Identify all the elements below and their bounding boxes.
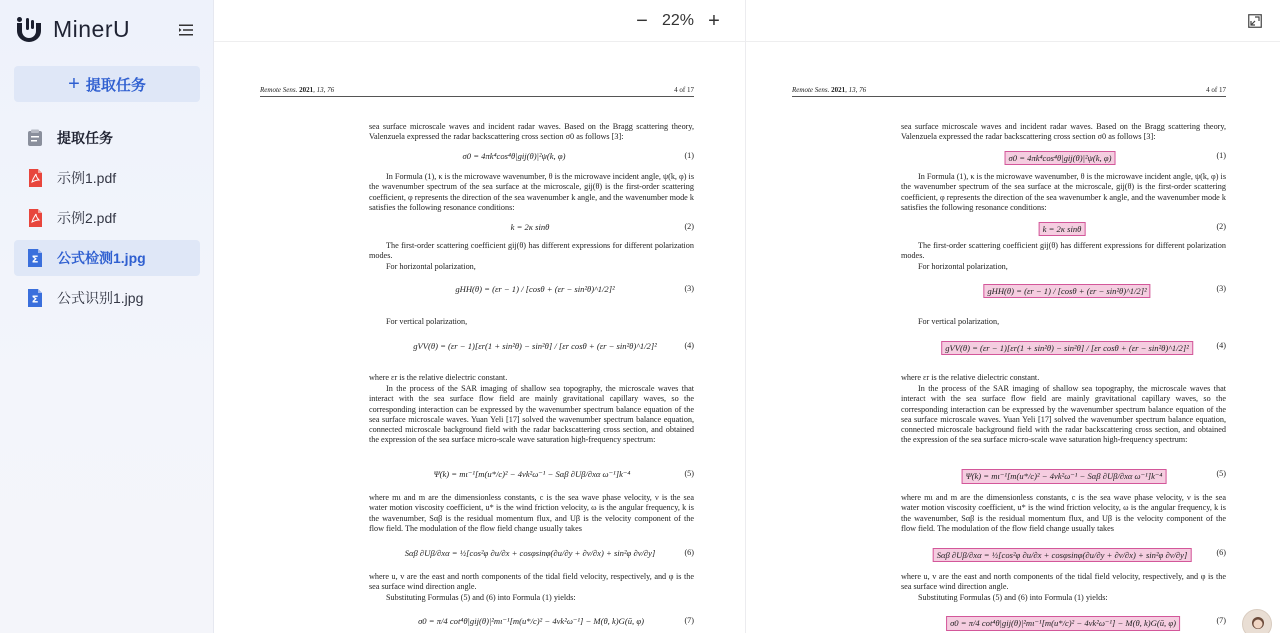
equation: k = 2κ sinθ: [510, 222, 550, 232]
zoom-in-button[interactable]: +: [708, 9, 720, 32]
equation-row: [369, 341, 694, 355]
equation-row: [369, 469, 694, 483]
detection-result-pane[interactable]: [746, 0, 1280, 633]
equation-row: [369, 284, 694, 298]
paragraph: sea surface microscale waves and incident radar waves. Based on the Bragg scattering theory, Valenzuela expressed the radar backscattering cross section σ0 as follows [3]:: [369, 122, 694, 142]
document-viewer: [214, 0, 1280, 633]
equation-number: (1): [1216, 151, 1226, 160]
equation-number: (4): [1216, 341, 1226, 350]
paragraph: where u, v are the east and north components of the tidal field velocity, respectively, and φ is the sea surface wind direction angle.: [901, 572, 1226, 592]
detected-formula-box[interactable]: σ0 = π/4 cot⁴θ|gij(θ)|²mι⁻¹[m(u*/c)² − 4νk²ω⁻¹] − M(θ, k)G(ū, φ): [946, 616, 1180, 631]
journal-volume: , 13, 76: [845, 86, 867, 94]
equation: σ0 = 4πk⁴cos⁴θ|gij(θ)|²ψ(k, φ): [462, 151, 566, 161]
sidebar: [0, 0, 214, 633]
journal-year: 2021: [831, 86, 846, 94]
journal-name: Remote Sens.: [792, 86, 830, 94]
journal-year: 2021: [299, 86, 314, 94]
paragraph: In the process of the SAR imaging of shallow sea topography, the microscale waves that interact with the sea surface flow field are mainly gravitational capillary waves, so the corresponding interaction can be expressed by the wavenumber spectrum balance equation of the sea surface microscale waves. Yuan Yeli [17] solved the wavenumber spectrum balance equation, connected microscale background field with the radar backscattering cross section, and obtained the expression of the sea surface micro-scale wave saturation high-frequency spectrum:: [369, 384, 694, 445]
detected-formula-box[interactable]: gVV(θ) = (εr − 1)[εr(1 + sin²θ) − sin²θ] / [εr cosθ + (εr − sin²θ)^1/2]²: [941, 341, 1193, 355]
equation-row: [901, 548, 1226, 562]
fullscreen-icon[interactable]: [1248, 14, 1262, 28]
equation: Sαβ ∂Uβ/∂xα = ½[cos²φ ∂u/∂x + cosφsinφ(∂u/∂y + ∂v/∂x) + sin²φ ∂v/∂y]: [404, 548, 656, 558]
equation: gVV(θ) = (εr − 1)[εr(1 + sin²θ) − sin²θ] / [εr cosθ + (εr − sin²θ)^1/2]²: [413, 341, 657, 351]
equation-number: (3): [1216, 284, 1226, 293]
paragraph: For vertical polarization,: [386, 317, 468, 326]
equation-number: (3): [684, 284, 694, 293]
detected-formula-box[interactable]: k = 2κ sinθ: [1039, 222, 1086, 236]
journal-name: Remote Sens.: [260, 86, 298, 94]
task-list: [14, 120, 200, 320]
paragraph: For vertical polarization,: [918, 317, 1000, 326]
equation-number: (6): [1216, 548, 1226, 557]
paragraph: where εr is the relative dielectric constant.: [369, 373, 508, 382]
equation-number: (5): [684, 469, 694, 478]
equation-row: [901, 341, 1226, 355]
paragraph: Substituting Formulas (5) and (6) into Formula (1) yields:: [918, 593, 1108, 602]
sidebar-item-example1-pdf[interactable]: [14, 160, 200, 196]
equation-row: [369, 616, 694, 630]
sidebar-item-formula-detect1-jpg[interactable]: [14, 240, 200, 276]
task-clipboard-icon: [26, 129, 44, 147]
paragraph: sea surface microscale waves and incident radar waves. Based on the Bragg scattering theory, Valenzuela expressed the radar backscattering cross section σ0 as follows [3]:: [901, 122, 1226, 142]
page-number: 4 of 17: [674, 86, 694, 94]
equation: σ0 = π/4 cot⁴θ|gij(θ)|²mι⁻¹[m(u*/c)² − 4νk²ω⁻¹] − M(θ, k)G(ū, φ): [418, 616, 644, 626]
detected-formula-box[interactable]: Sαβ ∂Uβ/∂xα = ½[cos²φ ∂u/∂x + cosφsinφ(∂u/∂y + ∂v/∂x) + sin²φ ∂v/∂y]: [933, 548, 1192, 562]
sidebar-item-label: 公式识别1.jpg: [57, 290, 144, 306]
svg-text:Σ: Σ: [31, 254, 39, 266]
running-header: [792, 86, 1226, 97]
task-list-title: 提取任务: [57, 130, 113, 146]
task-list-header[interactable]: [14, 120, 200, 156]
paragraph: where mι and m are the dimensionless constants, c is the sea wave phase velocity, ν is the sea water motion viscosity coefficient, u* is the wind friction velocity, ω is the angular frequency, k is the wavenumber, Sαβ is the residual momentum flux, and Uβ is the velocity component of the flow field. The modulation of the flow field change usually takes: [901, 493, 1226, 533]
equation-number: (7): [684, 616, 694, 625]
paragraph: where u, v are the east and north components of the tidal field velocity, respectively, and φ is the sea surface wind direction angle.: [369, 572, 694, 592]
sidebar-item-label: 公式检测1.jpg: [57, 250, 146, 266]
zoom-level: 22%: [661, 12, 695, 29]
equation-row: [369, 151, 694, 165]
equation-number: (5): [1216, 469, 1226, 478]
support-avatar[interactable]: [1242, 609, 1272, 633]
paragraph: In the process of the SAR imaging of shallow sea topography, the microscale waves that interact with the sea surface flow field are mainly gravitational capillary waves, so the corresponding interaction can be expressed by the wavenumber spectrum balance equation of the sea surface microscale waves. Yuan Yeli [17] solved the wavenumber spectrum balance equation, connected microscale background field with the radar backscattering cross section, and obtained the expression of the sea surface micro-scale wave saturation high-frequency spectrum:: [901, 384, 1226, 445]
equation-row: [901, 616, 1226, 630]
equation-number: (2): [684, 222, 694, 231]
paragraph: where mι and m are the dimensionless constants, c is the sea wave phase velocity, ν is the sea water motion viscosity coefficient, u* is the wind friction velocity, ω is the angular frequency, k is the wavenumber, Sαβ is the residual momentum flux, and Uβ is the velocity component of the flow field. The modulation of the flow field change usually takes: [369, 493, 694, 533]
pdf-file-icon: [26, 209, 44, 227]
formula-file-icon: [26, 249, 44, 267]
equation-number: (6): [684, 548, 694, 557]
person-icon: [1243, 610, 1272, 633]
paragraph: where εr is the relative dielectric constant.: [901, 373, 1040, 382]
paragraph: The first-order scattering coefficient gij(θ) has different expressions for different polarization modes.: [901, 241, 1226, 261]
original-document-pane[interactable]: [214, 0, 746, 633]
paragraph: The first-order scattering coefficient gij(θ) has different expressions for different polarization modes.: [369, 241, 694, 261]
pdf-file-icon: [26, 169, 44, 187]
equation-row: [901, 284, 1226, 298]
plus-icon: +: [68, 73, 80, 95]
svg-text:Σ: Σ: [31, 294, 39, 306]
equation-row: [901, 151, 1226, 165]
paragraph: In Formula (1), κ is the microwave wavenumber, θ is the microwave incident angle, ψ(k, φ) is the wavenumber spectrum of the sea surface at the microscale, gij(θ) is the first-order scattering coefficient, φ represents the direction of the sea wavenumber k angle, and the wavenumber mode k satisfies the following resonance conditions:: [369, 172, 694, 212]
new-extract-task-button[interactable]: [14, 66, 200, 102]
equation-number: (4): [684, 341, 694, 350]
detected-formula-box[interactable]: gHH(θ) = (εr − 1) / [cosθ + (εr − sin²θ)^1/2]²: [983, 284, 1150, 298]
detected-formula-box[interactable]: σ0 = 4πk⁴cos⁴θ|gij(θ)|²ψ(k, φ): [1005, 151, 1116, 165]
paragraph: Substituting Formulas (5) and (6) into Formula (1) yields:: [386, 593, 576, 602]
mineru-logo-icon: [14, 14, 44, 44]
formula-file-icon: [26, 289, 44, 307]
page-number: 4 of 17: [1206, 86, 1226, 94]
app-name: MinerU: [53, 15, 131, 42]
equation: Ψ(k) = mι⁻¹[m(u*/c)² − 4νk²ω⁻¹ − Sαβ ∂Uβ/∂xα ω⁻¹]k⁻⁴: [433, 469, 631, 479]
zoom-control: [632, 10, 724, 32]
equation-number: (7): [1216, 616, 1226, 625]
sidebar-item-formula-recog1-jpg[interactable]: [14, 280, 200, 316]
detected-formula-box[interactable]: Ψ(k) = mι⁻¹[m(u*/c)² − 4νk²ω⁻¹ − Sαβ ∂Uβ/∂xα ω⁻¹]k⁻⁴: [962, 469, 1167, 484]
equation-number: (1): [684, 151, 694, 160]
running-header: [260, 86, 694, 97]
journal-volume: , 13, 76: [313, 86, 335, 94]
paragraph: For horizontal polarization,: [386, 262, 476, 271]
brand[interactable]: [14, 14, 130, 44]
sidebar-item-label: 示例1.pdf: [57, 170, 117, 186]
new-extract-task-label: 提取任务: [85, 76, 146, 94]
paragraph: In Formula (1), κ is the microwave wavenumber, θ is the microwave incident angle, ψ(k, φ) is the wavenumber spectrum of the sea surface at the microscale, gij(θ) is the first-order scattering coefficient, φ represents the direction of the sea wavenumber k angle, and the wavenumber mode k satisfies the following resonance conditions:: [901, 172, 1226, 212]
zoom-out-button[interactable]: −: [636, 9, 648, 32]
viewer-toolbar: [214, 0, 745, 42]
equation-row: [901, 469, 1226, 483]
paragraph: For horizontal polarization,: [918, 262, 1008, 271]
equation-number: (2): [1216, 222, 1226, 231]
equation-row: [369, 222, 694, 236]
equation: gHH(θ) = (εr − 1) / [cosθ + (εr − sin²θ)^1/2]²: [455, 284, 615, 294]
equation-row: [369, 548, 694, 562]
sidebar-item-label: 示例2.pdf: [57, 210, 117, 226]
sidebar-collapse-icon[interactable]: [178, 22, 194, 38]
viewer-toolbar: [746, 0, 1280, 42]
equation-row: [901, 222, 1226, 236]
sidebar-item-example2-pdf[interactable]: [14, 200, 200, 236]
